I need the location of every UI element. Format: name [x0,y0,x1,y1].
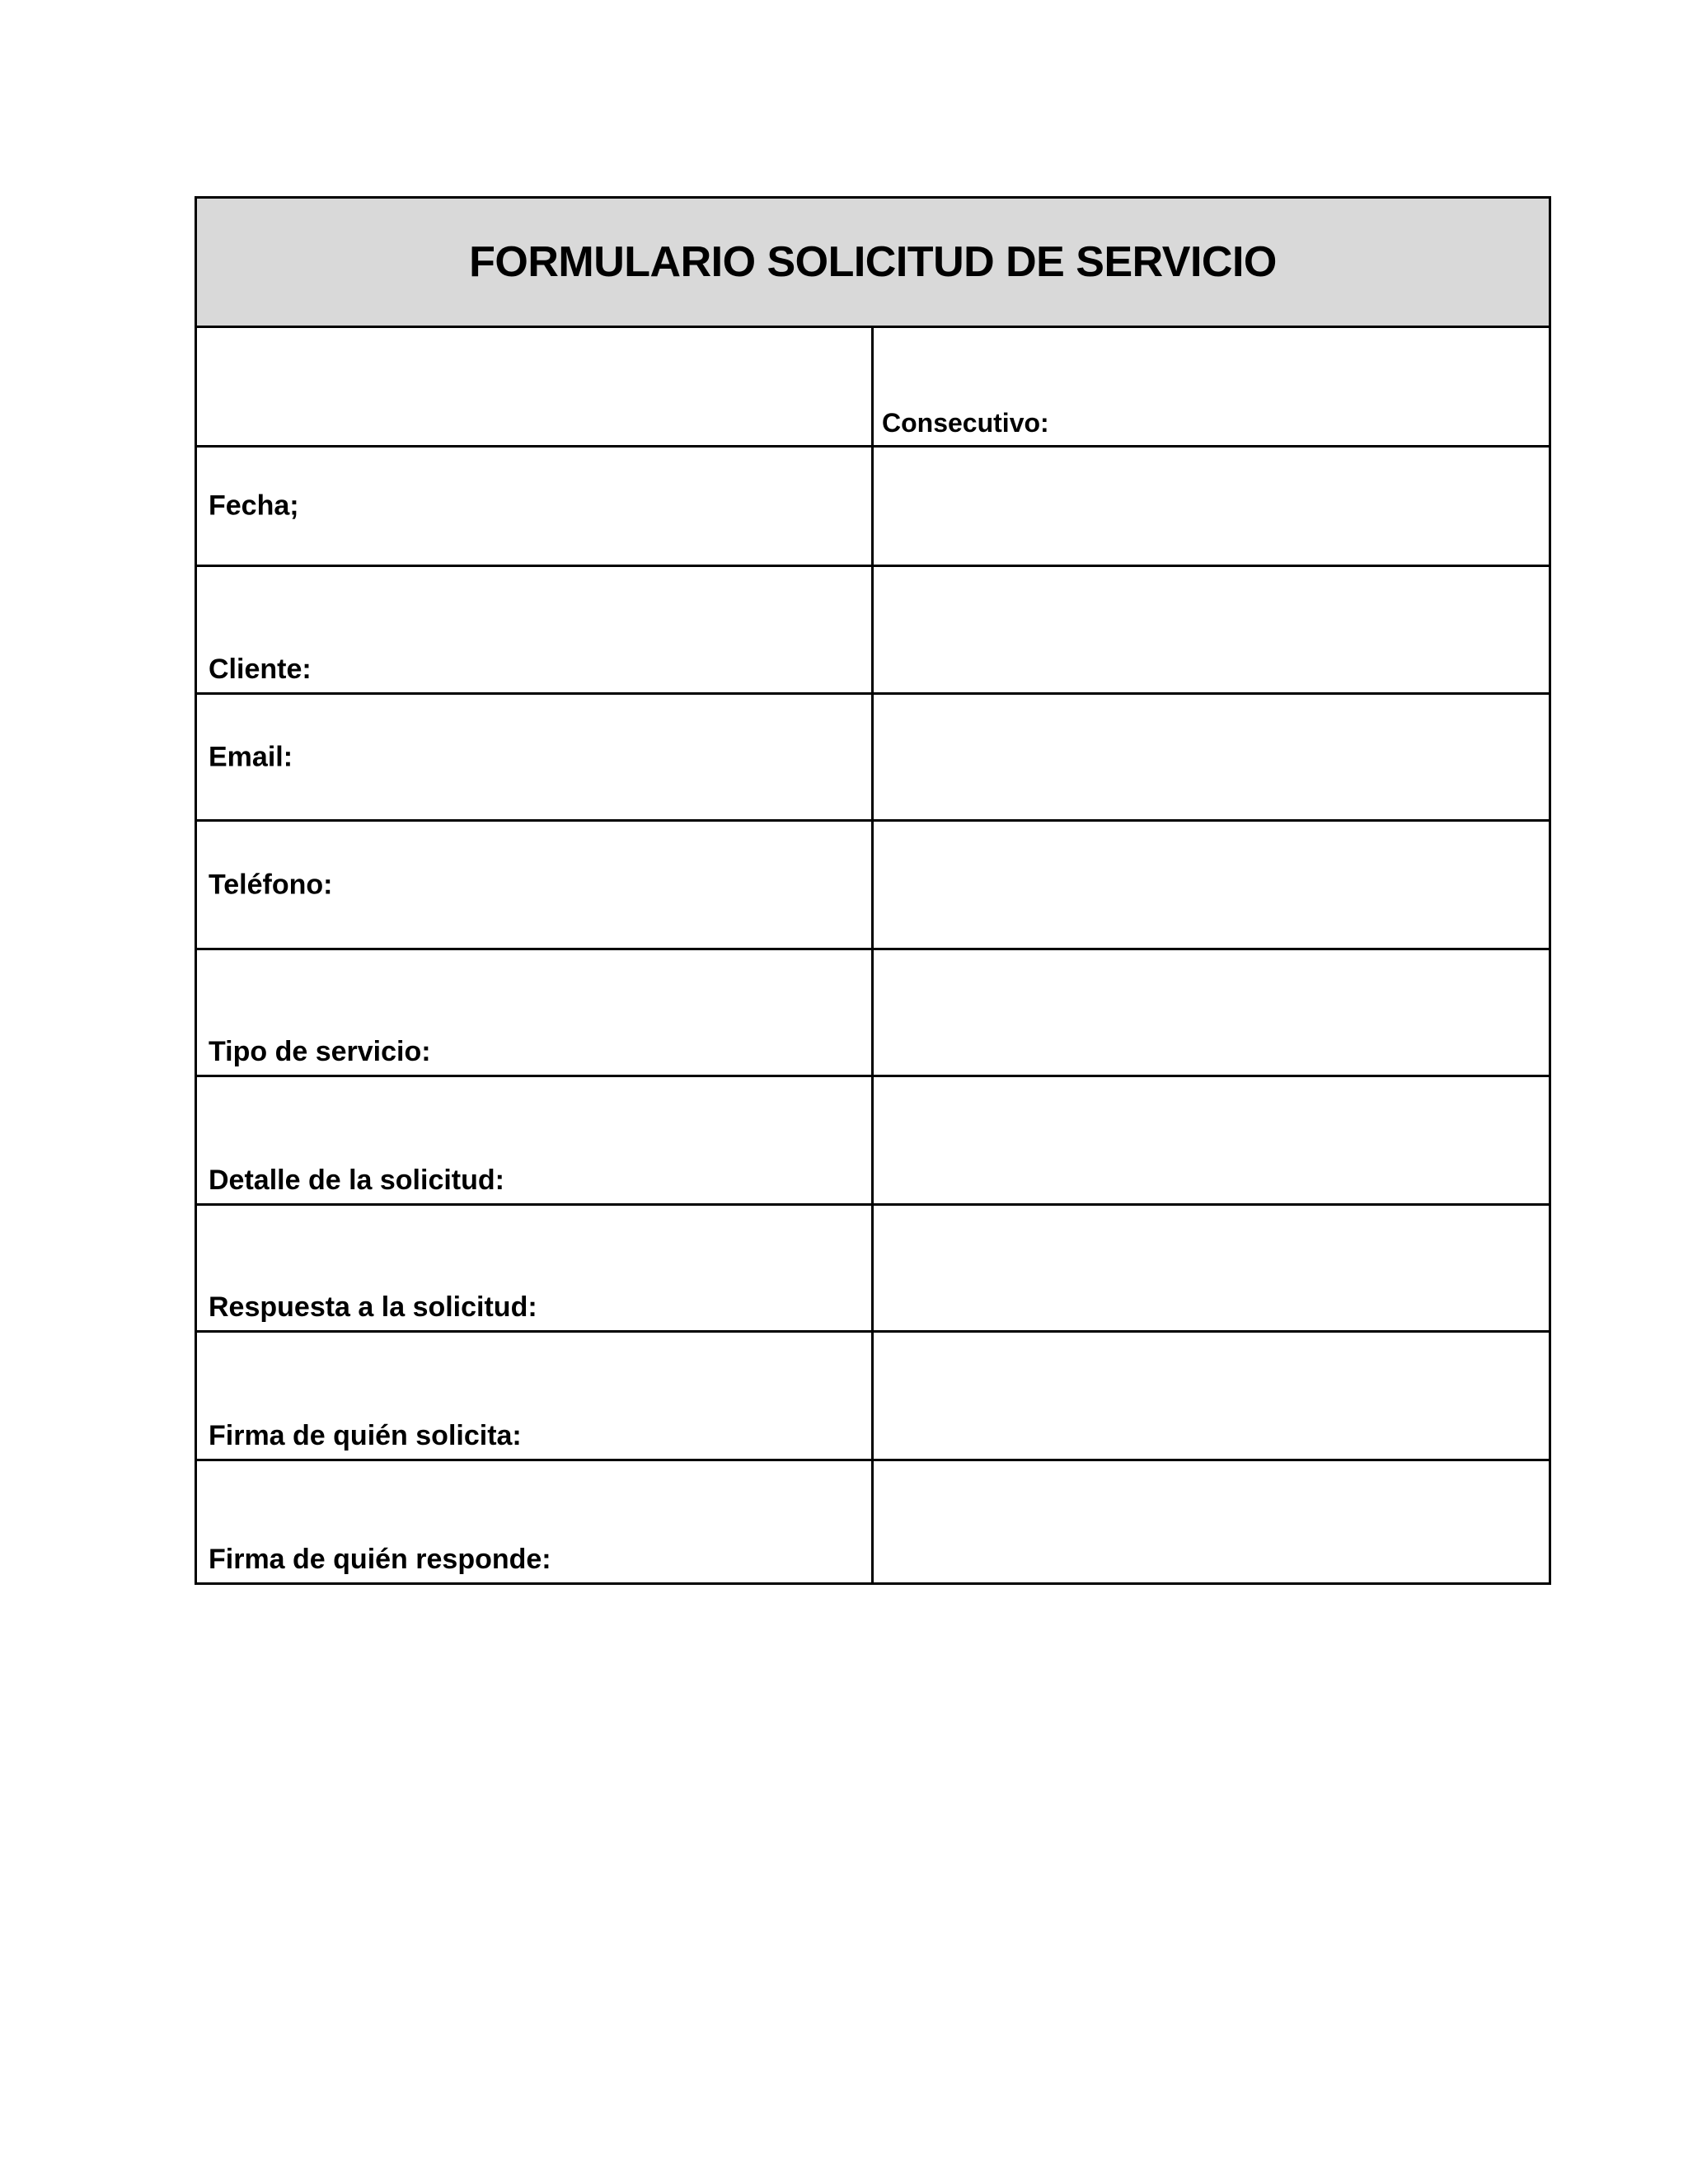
form-header [197,199,1549,328]
form-row-firma-responde [197,1461,1549,1582]
respuesta-label: Respuesta a la solicitud: [209,1291,537,1323]
service-request-form [195,196,1551,1585]
email-value-field[interactable] [874,695,1549,819]
firma-responde-value-field[interactable] [874,1461,1549,1582]
form-row-cliente [197,567,1549,695]
firma-solicita-value-field[interactable] [874,1333,1549,1459]
email-label: Email: [209,741,293,772]
field-label-cell [197,448,874,565]
field-label-cell [197,1077,874,1203]
form-title: FORMULARIO SOLICITUD DE SERVICIO [469,238,1277,286]
cliente-label: Cliente: [209,654,312,685]
field-label-cell [197,1333,874,1459]
field-label-cell [197,567,874,692]
form-row-detalle [197,1077,1549,1206]
form-row-tipo-servicio [197,950,1549,1077]
firma-responde-label: Firma de quién responde: [209,1544,551,1575]
detalle-label: Detalle de la solicitud: [209,1165,504,1196]
tipo-servicio-value-field[interactable] [874,950,1549,1075]
field-label-cell [197,1461,874,1582]
form-row-telefono [197,822,1549,950]
respuesta-value-field[interactable] [874,1206,1549,1330]
form-row-firma-solicita [197,1333,1549,1461]
form-row-email [197,695,1549,822]
tipo-servicio-label: Tipo de servicio: [209,1036,431,1067]
fecha-label: Fecha; [209,490,299,522]
consecutivo-label: Consecutivo: [882,408,1049,438]
telefono-label: Teléfono: [209,869,333,900]
field-label-cell [197,822,874,948]
form-row-respuesta [197,1206,1549,1333]
blank-cell[interactable] [197,328,874,445]
field-label-cell [197,1206,874,1330]
fecha-value-field[interactable] [874,448,1549,565]
telefono-value-field[interactable] [874,822,1549,948]
firma-solicita-label: Firma de quién solicita: [209,1420,522,1451]
cliente-value-field[interactable] [874,567,1549,692]
field-label-cell [197,950,874,1075]
detalle-value-field[interactable] [874,1077,1549,1203]
consecutivo-row [197,328,1549,448]
consecutivo-cell[interactable] [874,328,1549,445]
field-label-cell [197,695,874,819]
form-row-fecha [197,448,1549,567]
